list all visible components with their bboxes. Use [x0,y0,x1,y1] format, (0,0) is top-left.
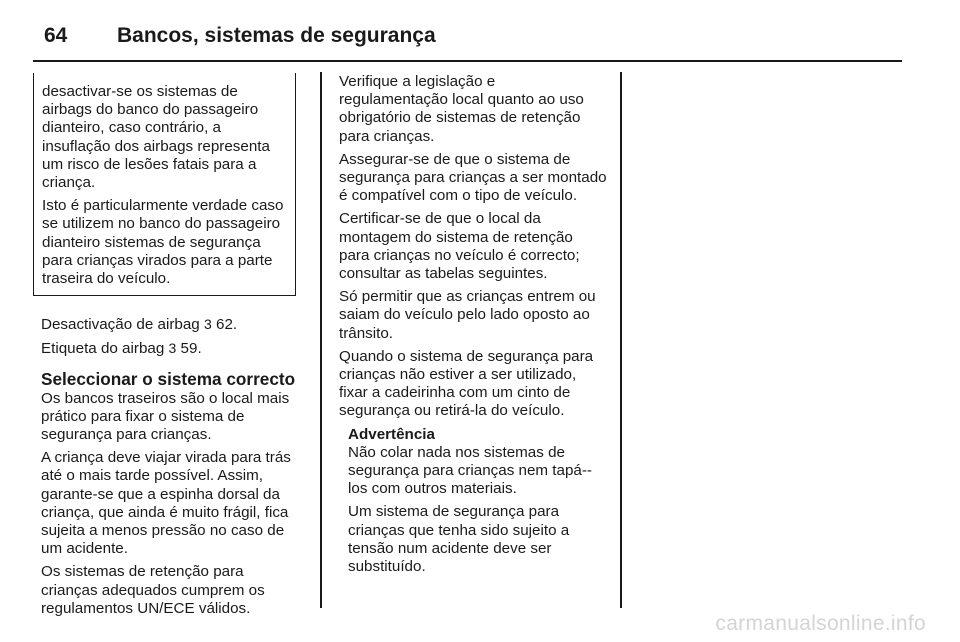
watermark: carmanualsonline.info [715,612,926,635]
middle-column [339,73,607,581]
body-paragraph: Certificar-se de que o local da montagem do sistema de retenção para crianças no veículo é correcto; consultar as tabelas seguintes. [339,210,580,283]
header-rule [33,60,902,62]
reference-page: 59. [180,340,202,358]
cross-reference [41,339,304,358]
column-divider [620,72,622,608]
left-column [41,73,304,623]
body-paragraph: Assegurar-se de que o sistema de segurança para crianças a ser montado é compatível com o tipo de veículo. [339,150,607,205]
body-paragraph: Quando o sistema de segurança para crianças não estiver a ser utilizado, fixar a cadeirinha com um cinto de segurança ou retirá-la do veículo. [339,347,594,420]
page-number: 64 [44,24,68,47]
body-paragraph: A criança deve viajar virada para trás até o mais tarde possível. Assim, garante-se que a espinha dorsal da criança, que ainda é muito frágil, fica sujeita a menos pressão no caso de um acidente. [41,449,291,558]
column-divider [320,72,322,608]
section-heading: Seleccionar o sistema correcto [41,368,296,389]
body-paragraph: Os bancos traseiros são o local mais prático para fixar o sistema de segurança para crianças. [41,389,290,444]
warning-paragraph: Isto é particularmente verdade caso se utilizem no banco do passageiro dianteiro sistemas de segurança para crianças virados para a parte traseira do veículo. [42,197,284,288]
body-paragraph: Só permitir que as crianças entrem ou saiam do veículo pelo lado oposto ao trânsito. [339,288,596,342]
body-paragraph: Os sistemas de retenção para crianças adequados cumprem os regulamentos UN/ECE válidos. [41,563,265,617]
warning-paragraph: desactivar-se os sistemas de airbags do banco do passageiro dianteiro, caso contrário, a insuflação dos airbags representa um risco de lesões fatais para a criança. [42,83,270,192]
page-header [44,18,904,54]
advertencia-paragraph: Um sistema de segurança para crianças que tenha sido sujeito a tensão num acidente deve ser substituído. [348,503,570,576]
reference-text: Etiqueta do airbag [41,340,165,358]
page-ref-arrow-icon: 3 [203,316,212,333]
advertencia-title: Advertência [348,425,435,443]
body-paragraph: Verifique a legislação e regulamentação local quanto ao uso obrigatório de sistemas de retenção para crianças. [339,73,584,145]
page-title: Bancos, sistemas de segurança [117,24,436,47]
cross-reference [41,315,304,334]
reference-text: Desactivação de airbag [41,316,200,334]
advertencia-paragraph: Não colar nada nos sistemas de segurança para crianças nem tapá--los com outros materiais. [348,443,592,498]
reference-page: 62. [216,316,238,334]
advertencia-block [339,426,607,577]
page-ref-arrow-icon: 3 [168,340,177,357]
warning-box [33,73,296,296]
